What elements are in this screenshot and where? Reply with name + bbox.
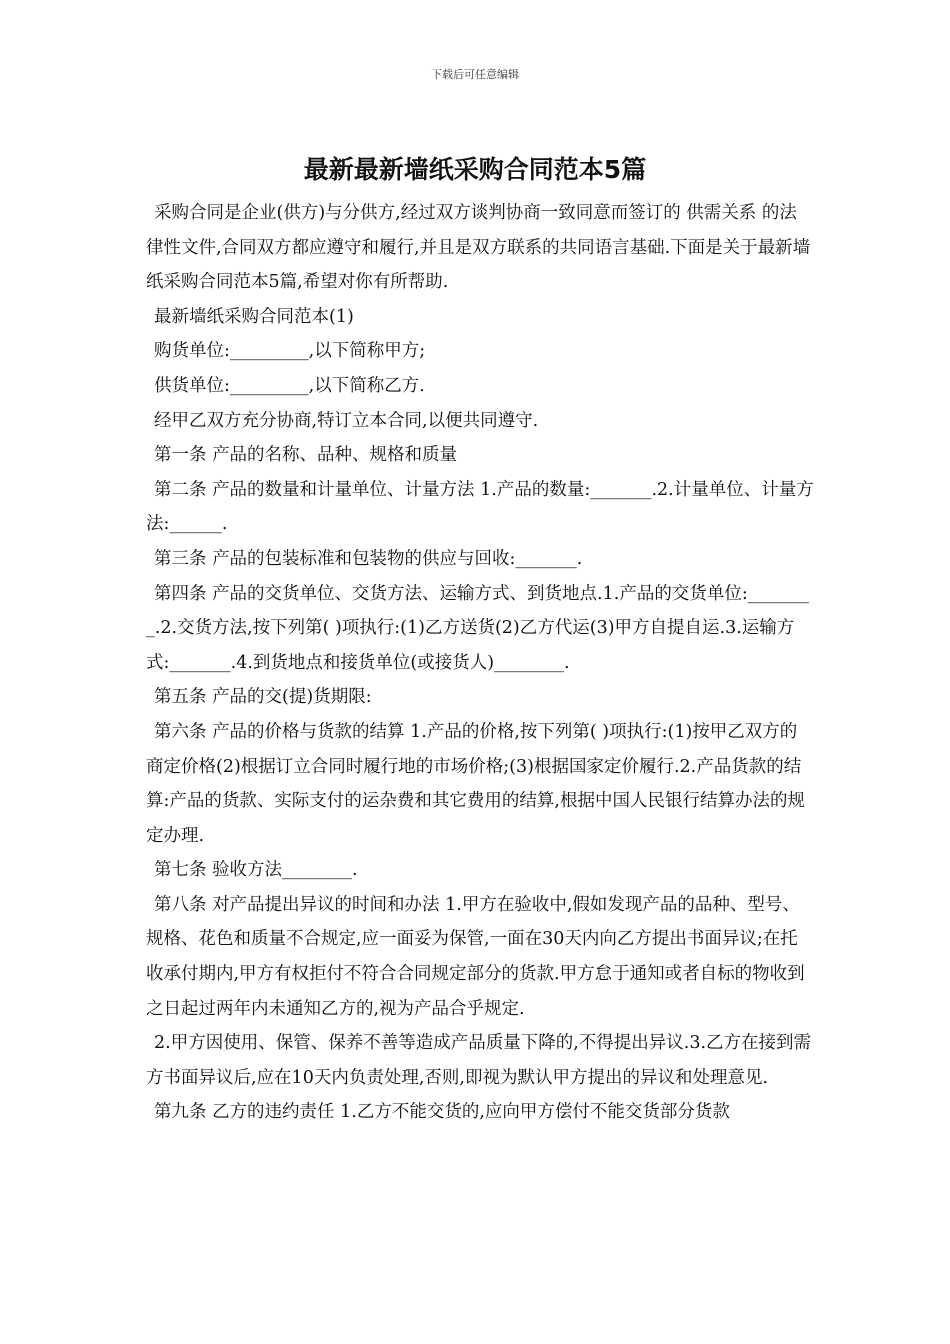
paragraph-article-6: 第六条 产品的价格与货款的结算 1.产品的价格,按下列第( )项执行:(1)按甲乙双方的商定价格(2)根据订立合同时履行地的市场价格;(3)根据国家定价履行.2.产品货款的结算:产品的货款、实际支付的运杂费和其它费用的结算,根据中国人民银行结算办法的规定办理. xyxy=(146,721,805,846)
paragraph-article-9: 第九条 乙方的违约责任 1.乙方不能交货的,应向甲方偿付不能交货部分货款 xyxy=(154,1102,730,1123)
paragraph-article-2: 第二条 产品的数量和计量单位、计量方法 1.产品的数量:_______.2.计量单位、计量方法:______. xyxy=(146,479,814,535)
paragraph-intro: 采购合同是企业(供方)与分供方,经过双方谈判协商一致同意而签订的 供需关系 的法律性文件,合同双方都应遵守和履行,并且是双方联系的共同语言基础.下面是关于最新墙纸采购合同范本5篇,希望对你有所帮助. xyxy=(146,203,811,293)
paragraph-article-5: 第五条 产品的交(提)货期限: xyxy=(154,687,372,708)
paragraph-supplier: 供货单位:_________,以下简称乙方. xyxy=(154,375,425,396)
paragraph-article-1: 第一条 产品的名称、品种、规格和质量 xyxy=(154,445,458,466)
paragraph-article-3: 第三条 产品的包装标准和包装物的供应与回收:_______. xyxy=(154,548,583,569)
page-header-note: 下载后可任意编辑 xyxy=(431,68,519,81)
document-body xyxy=(146,196,814,1130)
paragraph-article-7: 第七条 验收方法________. xyxy=(154,860,358,881)
paragraph-buyer: 购货单位:_________,以下简称甲方; xyxy=(154,341,426,362)
paragraph-article-8: 第八条 对产品提出异议的时间和办法 1.甲方在验收中,假如发现产品的品种、型号、规格、花色和质量不合规定,应一面妥为保管,一面在30天内向乙方提出书面异议;在托收承付期内,甲方有权拒付不符合合同规定部分的货款.甲方怠于通知或者自标的物收到之日起过两年内未通知乙方的,视为产品合乎规定. xyxy=(146,894,805,1019)
document-title: 最新最新墙纸采购合同范本5篇 xyxy=(303,155,647,184)
paragraph-contract-heading: 最新墙纸采购合同范本(1) xyxy=(154,306,354,327)
paragraph-article-4: 第四条 产品的交货单位、交货方法、运输方式、到货地点.1.产品的交货单位:________.2.交货方法,按下列第( )项执行:(1)乙方送货(2)乙方代运(3)甲方自提自运.3.运输方式:_______.4.到货地点和接货单位(或接货人)________. xyxy=(146,583,809,673)
paragraph-agreement: 经甲乙双方充分协商,特订立本合同,以便共同遵守. xyxy=(154,410,539,431)
paragraph-article-8-cont: 2.甲方因使用、保管、保养不善等造成产品质量下降的,不得提出异议.3.乙方在接到需方书面异议后,应在10天内负责处理,否则,即视为默认甲方提出的异议和处理意见. xyxy=(146,1033,812,1088)
